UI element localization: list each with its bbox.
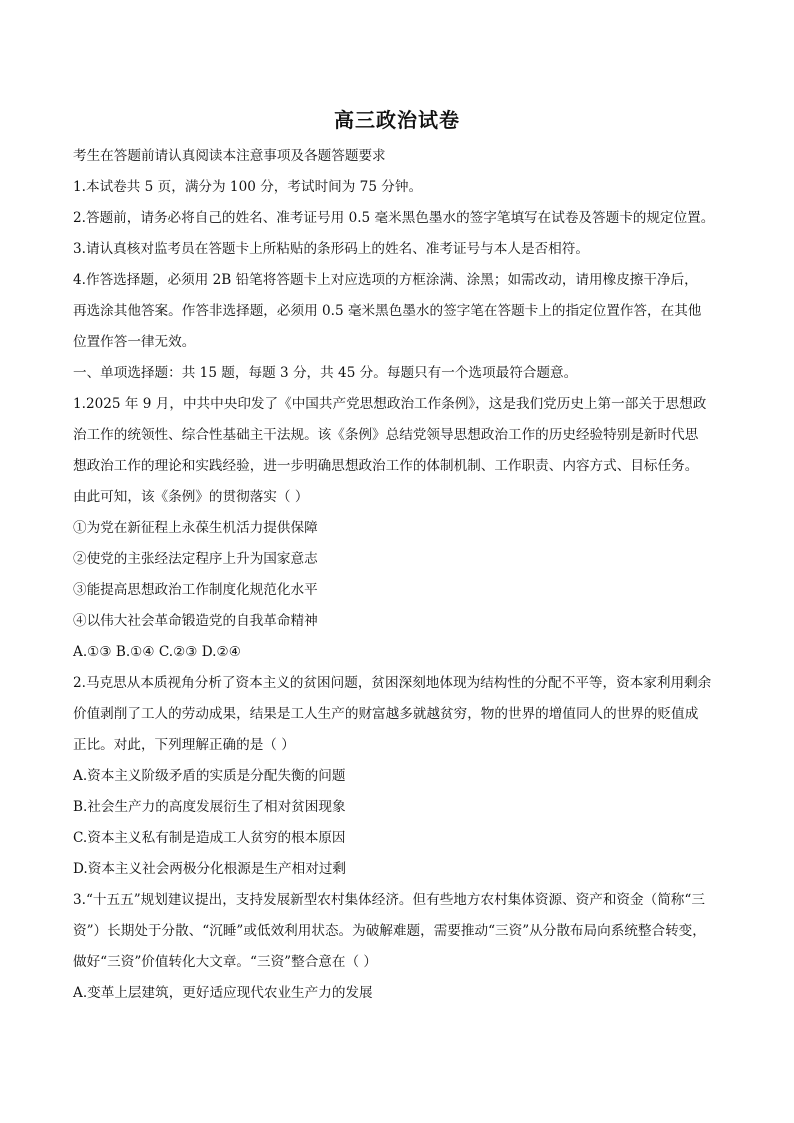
- question-1-statement-2: ②使党的主张经法定程序上升为国家意志: [73, 551, 318, 567]
- instructions-heading: 考生在答题前请认真阅读本注意事项及各题答题要求: [73, 148, 386, 164]
- instruction-item-3: 3.请认真核对监考员在答题卡上所粘贴的条形码上的姓名、准考证号与本人是否相符。: [73, 241, 589, 257]
- question-1-statement-4: ④以伟大社会革命锻造党的自我革命精神: [73, 613, 318, 629]
- question-3-line-1: 3.“十五五”规划建议提出，支持发展新型农村集体经济。但有些地方农村集体资源、资产和资金（简称“三: [73, 892, 705, 908]
- instruction-item-4-line-2: 再选涂其他答案。作答非选择题，必须用 0.5 毫米黑色墨水的签字笔在答题卡上的指定位置作答，在其他: [73, 303, 702, 319]
- instruction-item-2: 2.答题前，请务必将自己的姓名、准考证号用 0.5 毫米黑色墨水的签字笔填写在试卷及答题卡的规定位置。: [73, 210, 715, 226]
- page-title: 高三政治试卷: [334, 108, 460, 132]
- question-1-choices: A.①③ B.①④ C.②③ D.②④: [73, 644, 241, 660]
- question-2-option-b: B.社会生产力的高度发展衍生了相对贫困现象: [73, 799, 346, 815]
- question-1-statement-1: ①为党在新征程上永葆生机活力提供保障: [73, 520, 318, 536]
- question-2-option-c: C.资本主义私有制是造成工人贫穷的根本原因: [73, 830, 346, 846]
- question-2-option-a: A.资本主义阶级矛盾的实质是分配失衡的问题: [73, 768, 346, 784]
- question-2-option-d: D.资本主义社会两极分化根源是生产相对过剩: [73, 861, 347, 877]
- instruction-item-1: 1.本试卷共 5 页，满分为 100 分，考试时间为 75 分钟。: [73, 179, 423, 195]
- question-1-line-1: 1.2025 年 9 月，中共中央印发了《中国共产党思想政治工作条例》，这是我们党历史上第一部关于思想政: [73, 396, 707, 412]
- question-1-statement-3: ③能提高思想政治工作制度化规范化水平: [73, 582, 318, 598]
- question-3-line-3: 做好“三资”价值转化大文章。“三资”整合意在（ ）: [73, 954, 377, 970]
- question-1-line-3: 想政治工作的理论和实践经验，进一步明确思想政治工作的体制机制、工作职责、内容方式、目标任务。: [73, 458, 699, 474]
- question-2-line-2: 价值剥削了工人的劳动成果，结果是工人生产的财富越多就越贫穷，物的世界的增值同人的世界的贬值成: [73, 706, 699, 722]
- question-3-option-a: A.变革上层建筑，更好适应现代农业生产力的发展: [73, 985, 373, 1001]
- question-3-line-2: 资”）长期处于分散、“沉睡”或低效利用状态。为破解难题，需要推动“三资”从分散布局向系统整合转变，: [73, 923, 706, 939]
- section-heading: 一、单项选择题：共 15 题，每题 3 分，共 45 分。每题只有一个选项最符合题意。: [73, 365, 578, 381]
- instruction-item-4-line-1: 4.作答选择题，必须用 2B 铅笔将答题卡上对应选项的方框涂满、涂黑；如需改动，请用橡皮擦干净后，: [73, 272, 698, 288]
- question-2-line-1: 2.马克思从本质视角分析了资本主义的贫困问题，贫困深刻地体现为结构性的分配不平等，资本家利用剩余: [73, 675, 712, 691]
- instruction-item-4-line-3: 位置作答一律无效。: [73, 334, 196, 350]
- question-1-line-2: 治工作的统领性、综合性基础主干法规。该《条例》总结党领导思想政治工作的历史经验特别是新时代思: [73, 427, 699, 443]
- question-2-line-3: 正比。对此，下列理解正确的是（ ）: [73, 737, 295, 753]
- question-1-line-4: 由此可知，该《条例》的贯彻落实（ ）: [73, 489, 309, 505]
